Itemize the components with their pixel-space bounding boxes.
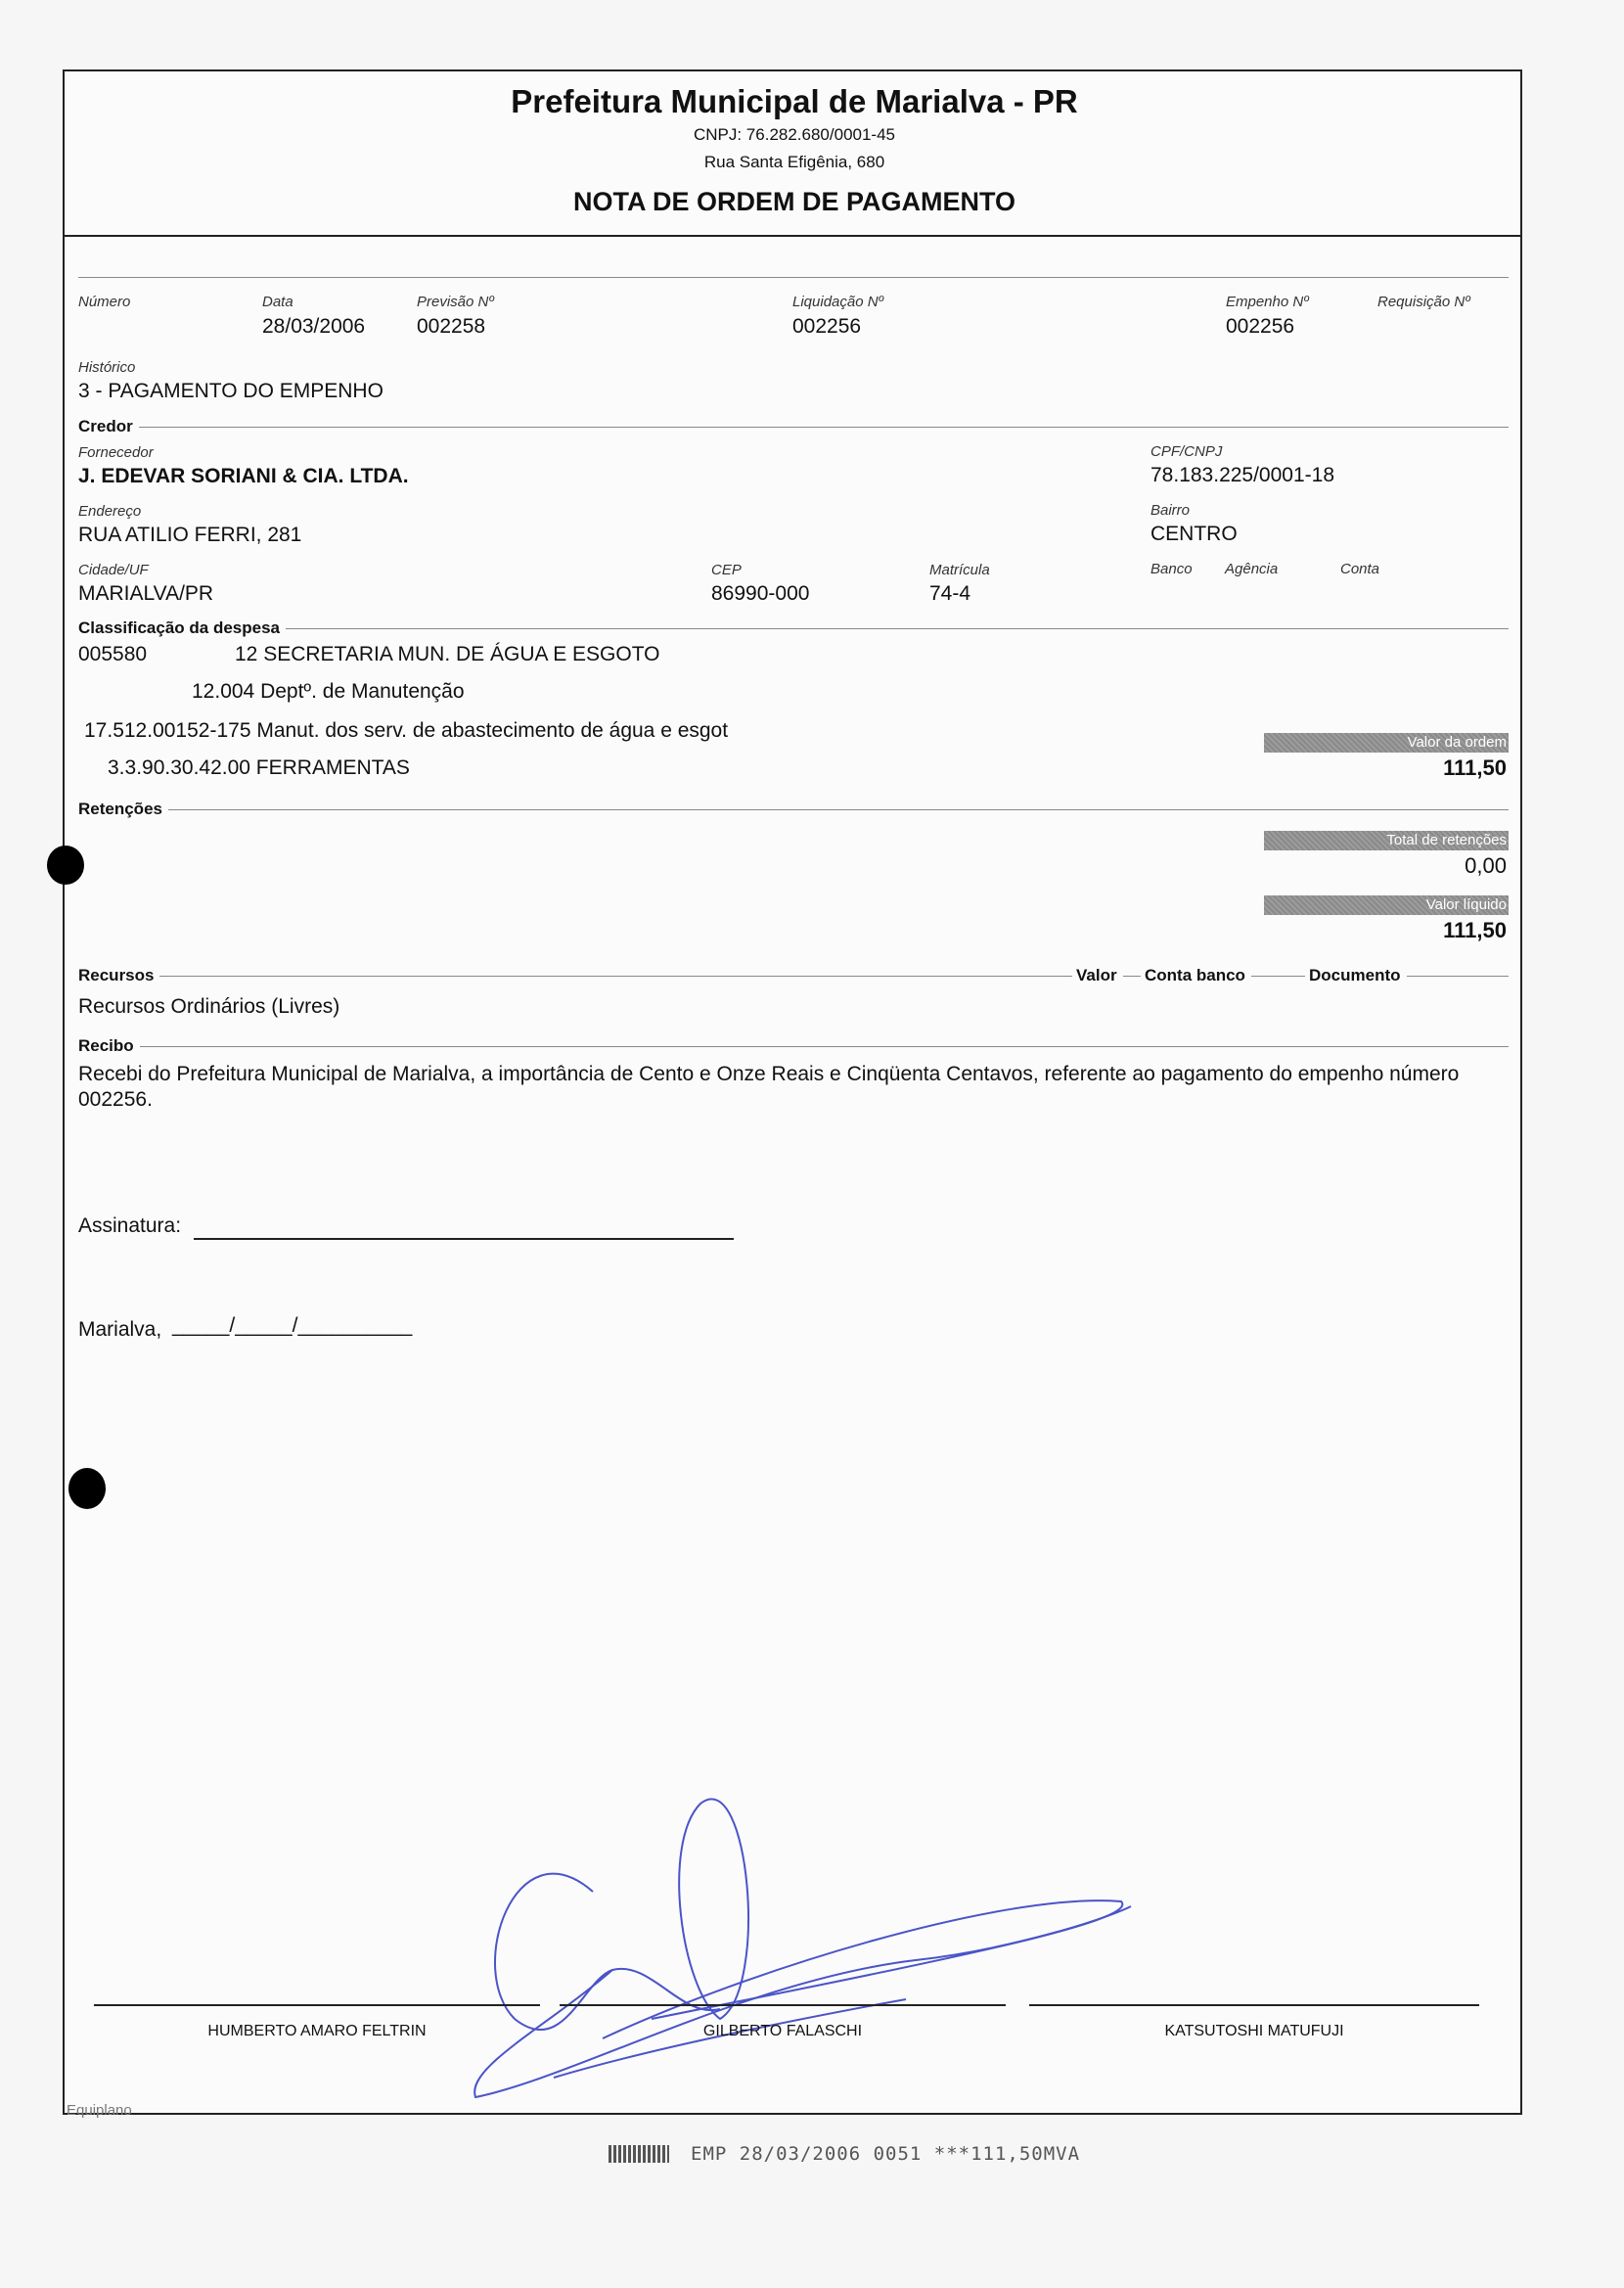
classificacao-line-1: 12 SECRETARIA MUN. DE ÁGUA E ESGOTO — [235, 643, 660, 665]
bairro-label: Bairro — [1150, 502, 1191, 519]
historico-label: Histórico — [78, 359, 136, 376]
date-blank: _____/_____/__________ — [172, 1314, 413, 1337]
signatory-3: KATSUTOSHI MATUFUJI — [1164, 2023, 1344, 2039]
recursos-col-conta: Conta banco — [1141, 966, 1251, 985]
municipality-address: Rua Santa Efigênia, 680 — [703, 153, 885, 171]
cpf-cnpj-label: CPF/CNPJ — [1150, 443, 1223, 460]
cpf-cnpj-value: 78.183.225/0001-18 — [1150, 464, 1335, 486]
endereco-value: RUA ATILIO FERRI, 281 — [78, 524, 302, 546]
signature-line-3 — [1029, 2004, 1479, 2006]
cidade-value: MARIALVA/PR — [78, 582, 214, 605]
bank-stamp: EMP 28/03/2006 0051 ***111,50MVA — [691, 2143, 1081, 2165]
agencia-label: Agência — [1225, 561, 1279, 577]
previsao-value: 002258 — [417, 315, 486, 338]
conta-label: Conta — [1340, 561, 1380, 577]
fornecedor-label: Fornecedor — [78, 444, 154, 461]
local-label: Marialva, — [78, 1318, 162, 1341]
ids-top-rule — [78, 277, 1509, 278]
assinatura-label: Assinatura: — [78, 1214, 182, 1237]
numero-label: Número — [78, 294, 131, 310]
data-label: Data — [262, 294, 293, 310]
signatory-1: HUMBERTO AMARO FELTRIN — [207, 2023, 427, 2039]
assinatura-line — [194, 1238, 734, 1240]
classificacao-code: 005580 — [78, 643, 148, 665]
valor-liquido-value: 111,50 — [1443, 918, 1507, 942]
classificacao-line-4: 3.3.90.30.42.00 FERRAMENTAS — [108, 756, 410, 779]
recibo-text: Recebi do Prefeitura Municipal de Marialva, a importância de Cento e Onze Reais e Cinqüenta Centavos, referente ao pagamento do empenho número 002256. — [78, 1063, 1460, 1111]
bairro-value: CENTRO — [1150, 523, 1238, 545]
header-divider — [65, 235, 1522, 237]
recibo-rule — [78, 1046, 1509, 1047]
total-retencoes-value: 0,00 — [1465, 853, 1507, 878]
punch-hole-bottom — [68, 1468, 106, 1509]
punch-hole-top — [47, 846, 84, 885]
data-value: 28/03/2006 — [262, 315, 366, 338]
handwritten-signature — [456, 1725, 1160, 2117]
signature-line-2 — [560, 2004, 1006, 2006]
empenho-value: 002256 — [1226, 315, 1295, 338]
total-retencoes-label: Total de retenções — [1264, 831, 1509, 850]
municipality-title: Prefeitura Municipal de Marialva - PR — [511, 83, 1078, 119]
previsao-label: Previsão Nº — [417, 294, 494, 310]
classificacao-line-3: 17.512.00152-175 Manut. dos serv. de abastecimento de água e esgot — [84, 719, 729, 742]
cep-value: 86990-000 — [711, 582, 810, 605]
matricula-value: 74-4 — [929, 582, 971, 605]
software-credit: Equiplano — [67, 2102, 132, 2119]
recursos-value: Recursos Ordinários (Livres) — [78, 995, 340, 1018]
signatory-2: GILBERTO FALASCHI — [702, 2023, 863, 2039]
recursos-section-title: Recursos — [78, 966, 159, 985]
recibo-section-title: Recibo — [78, 1036, 140, 1056]
credor-section-title: Credor — [78, 417, 139, 436]
credor-rule — [78, 427, 1509, 428]
document-title: NOTA DE ORDEM DE PAGAMENTO — [572, 187, 1015, 216]
recursos-col-documento: Documento — [1305, 966, 1407, 985]
classificacao-section-title: Classificação da despesa — [78, 618, 286, 638]
liquidacao-label: Liquidação Nº — [792, 294, 884, 310]
cep-label: CEP — [711, 562, 742, 578]
recursos-rule — [78, 976, 1509, 977]
signature-line-1 — [94, 2004, 540, 2006]
matricula-label: Matrícula — [929, 562, 990, 578]
valor-liquido-label: Valor líquido — [1264, 895, 1509, 915]
banco-label: Banco — [1150, 561, 1193, 577]
classificacao-line-2: 12.004 Deptº. de Manutenção — [192, 680, 465, 703]
liquidacao-value: 002256 — [792, 315, 862, 338]
cidade-label: Cidade/UF — [78, 562, 149, 578]
retencoes-section-title: Retenções — [78, 800, 168, 819]
recursos-col-valor: Valor — [1072, 966, 1123, 985]
empenho-label: Empenho Nº — [1226, 294, 1309, 310]
valor-ordem-label: Valor da ordem — [1264, 733, 1509, 753]
stamp-barcode-mark — [609, 2145, 669, 2163]
municipality-cnpj: CNPJ: 76.282.680/0001-45 — [693, 125, 896, 144]
classificacao-rule — [78, 628, 1509, 629]
fornecedor-value: J. EDEVAR SORIANI & CIA. LTDA. — [78, 465, 409, 487]
endereco-label: Endereço — [78, 503, 142, 520]
retencoes-rule — [78, 809, 1509, 810]
requisicao-label: Requisição Nº — [1377, 294, 1470, 310]
payment-order-document — [63, 69, 1522, 2119]
historico-value: 3 - PAGAMENTO DO EMPENHO — [78, 380, 383, 402]
valor-ordem-value: 111,50 — [1443, 755, 1507, 780]
